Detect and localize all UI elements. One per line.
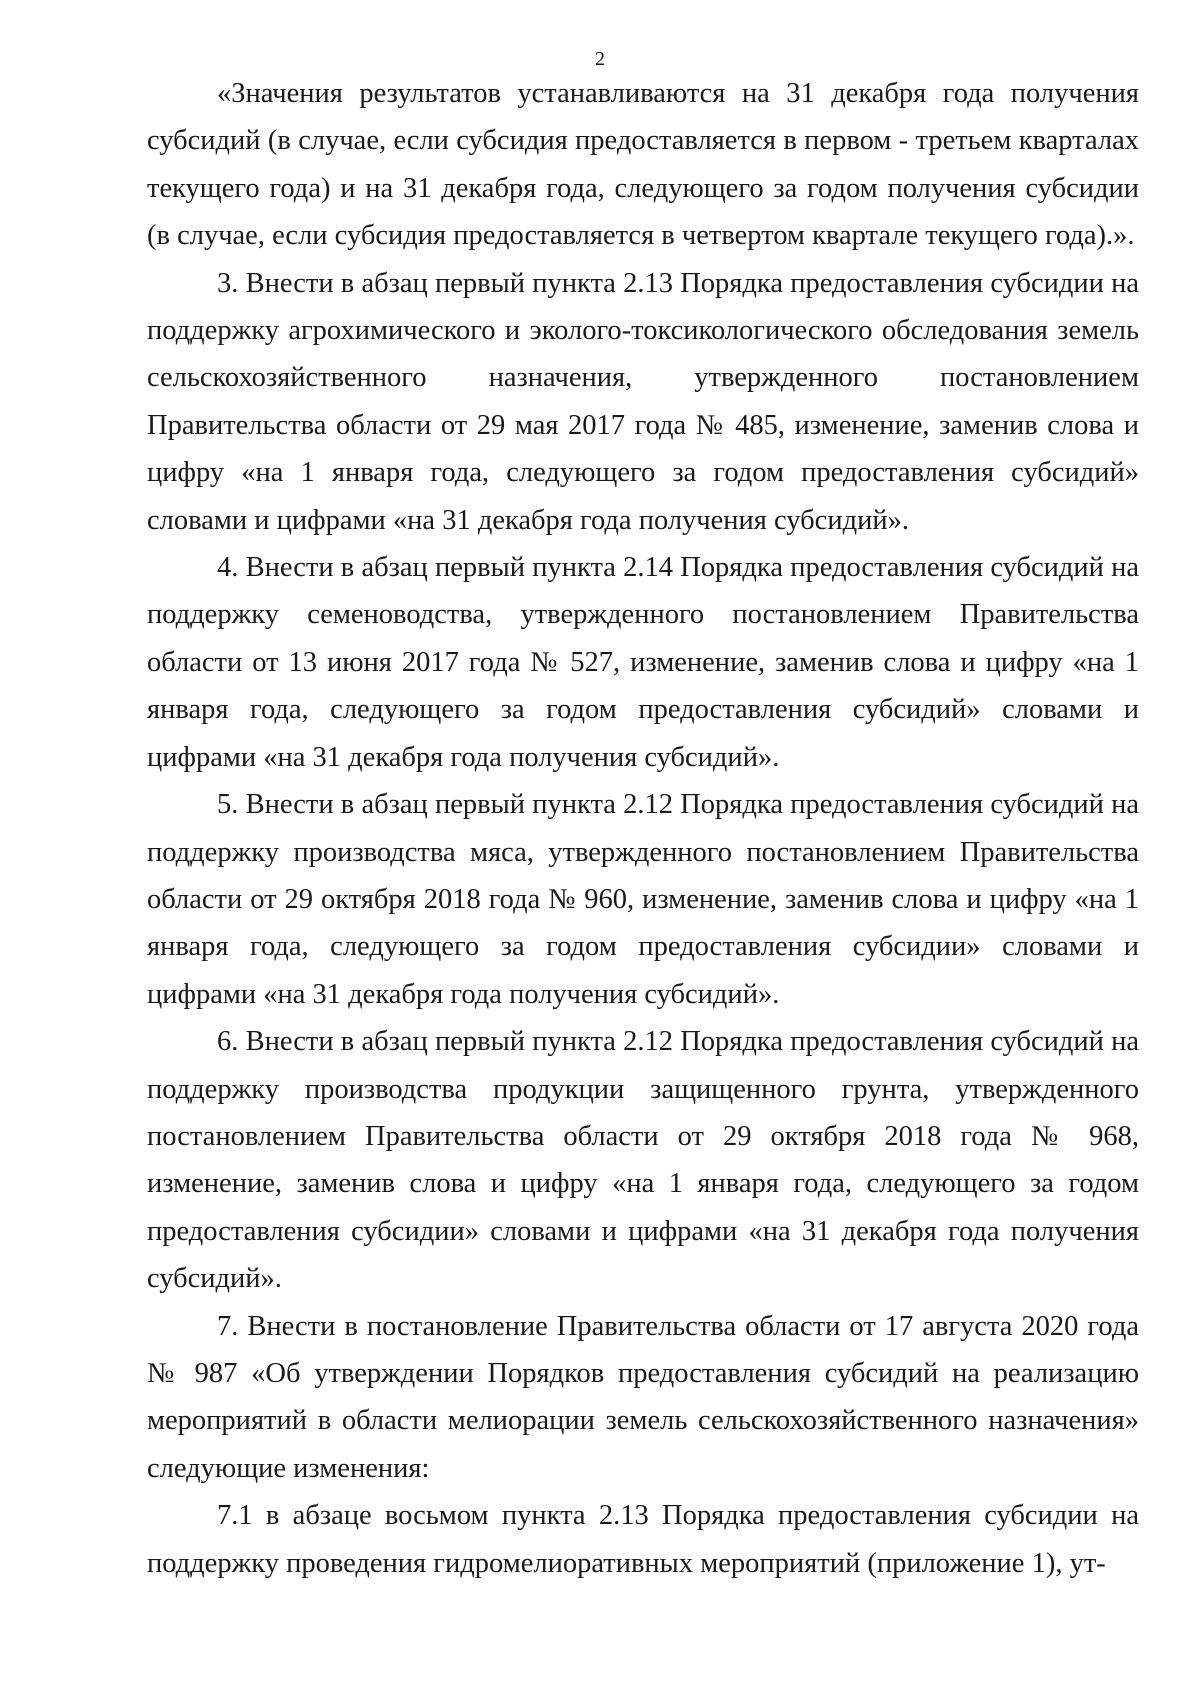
paragraph-item-7: 7. Внести в постановление Правительства области от 17 августа 2020 года № 987 «Об утверждении Порядков предоставления субсидий на реализацию мероприятий в области мелиорации земель сельскохозяйственного назначения» следующие изменения: <box>147 1310 1139 1484</box>
paragraph-item-5: 5. Внести в абзац первый пункта 2.12 Порядка предоставления субсидий на поддержку производства мяса, утвержденного постановлением Правительства области от 29 октября 2018 года № 960, изменение, заменив слова и цифру «на 1 января года, следующего за годом предоставления субсидии» словами и цифрами «на 31 декабря года получения субсидий». <box>147 789 1139 1010</box>
document-body <box>147 70 1139 1587</box>
paragraph-results-values: «Значения результатов устанавливаются на 31 декабря года получения субсидий (в случае, если субсидия предоставляется в первом - третьем кварталах текущего года) и на 31 декабря года, следующего за годом получения субсидии (в случае, если субсидия предоставляется в четвертом квартале текущего года).». <box>147 78 1139 252</box>
paragraph-item-3: 3. Внести в абзац первый пункта 2.13 Порядка предоставления субсидии на поддержку агрохимического и эколого-токсикологического обследования земель сельскохозяйственного назначения, утвержденного постановлением Правительства области от 29 мая 2017 года № 485, изменение, заменив слова и цифру «на 1 января года, следующего за годом предоставления субсидий» словами и цифрами «на 31 декабря года получения субсидий». <box>147 267 1139 536</box>
paragraph-item-6: 6. Внести в абзац первый пункта 2.12 Порядка предоставления субсидий на поддержку производства продукции защищенного грунта, утвержденного постановлением Правительства области от 29 октября 2018 года № 968, изменение, заменив слова и цифру «на 1 января года, следующего за годом предоставления субсидии» словами и цифрами «на 31 декабря года получения субсидий». <box>147 1026 1139 1295</box>
page-number: 2 <box>595 48 605 70</box>
paragraph-item-7-1: 7.1 в абзаце восьмом пункта 2.13 Порядка предоставления субсидии на поддержку проведения гидромелиоративных мероприятий (приложение 1), ут- <box>147 1500 1139 1579</box>
paragraph-item-4: 4. Внести в абзац первый пункта 2.14 Порядка предоставления субсидий на поддержку семеноводства, утвержденного постановлением Правительства области от 13 июня 2017 года № 527, изменение, заменив слова и цифру «на 1 января года, следующего за годом предоставления субсидий» словами и цифрами «на 31 декабря года получения субсидий». <box>147 552 1139 773</box>
